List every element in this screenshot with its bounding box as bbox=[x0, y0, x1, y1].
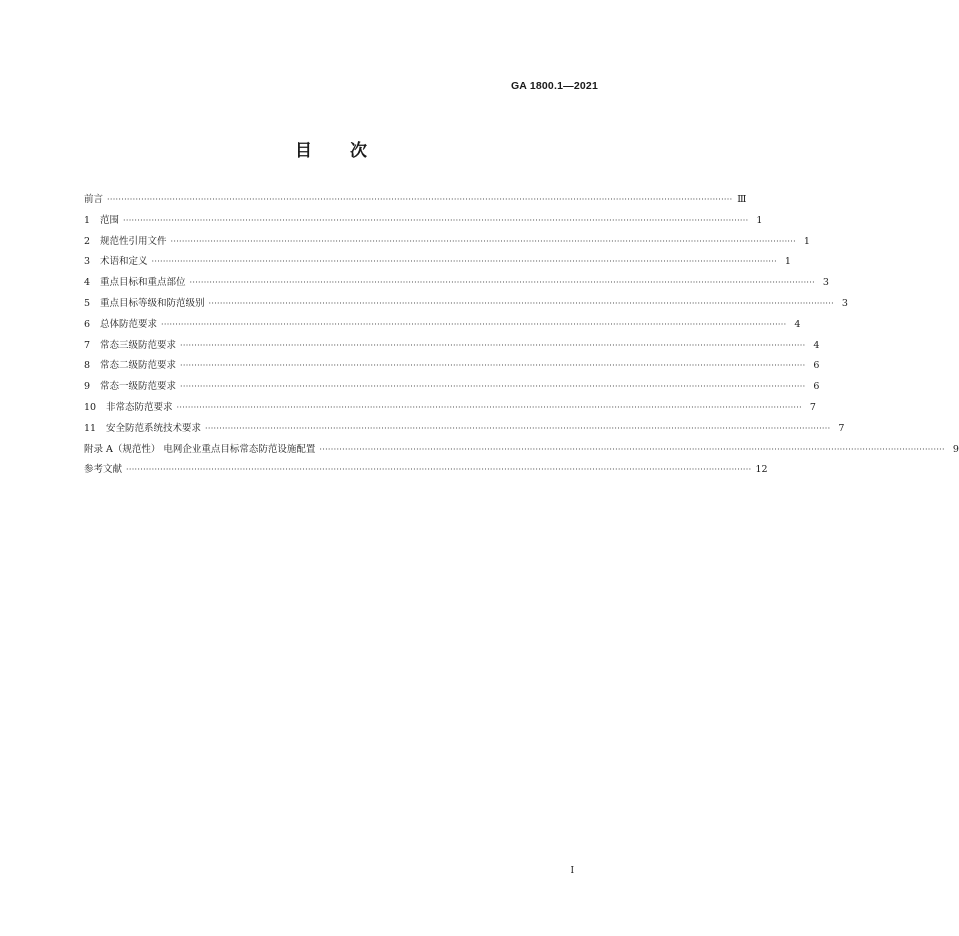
toc-entry-label bbox=[84, 378, 176, 392]
toc-leader-dots: ···························································································································································································································· bbox=[189, 278, 815, 288]
toc-leader-dots: ···························································································································································································································· bbox=[126, 465, 752, 475]
toc-entry-label bbox=[84, 441, 315, 455]
toc-entry-label bbox=[84, 461, 122, 475]
toc-entry[interactable] bbox=[84, 420, 845, 441]
toc-entry[interactable] bbox=[84, 295, 848, 316]
toc-entry-label bbox=[84, 357, 176, 371]
toc-leader-dots: ···························································································································································································································· bbox=[208, 298, 834, 308]
toc-title bbox=[0, 136, 662, 161]
toc-leader-dots: ···························································································································································································································· bbox=[151, 257, 777, 267]
toc-entry[interactable] bbox=[84, 316, 801, 337]
toc-entry[interactable] bbox=[84, 191, 747, 212]
toc-entry-title: 范围 bbox=[100, 214, 120, 226]
toc-entry-page: 6 bbox=[813, 381, 820, 393]
toc-title-char-2: 次 bbox=[350, 141, 367, 161]
toc-entry[interactable] bbox=[84, 253, 791, 274]
toc-entry[interactable] bbox=[84, 233, 810, 254]
toc-entry-title: 常态一级防范要求 bbox=[100, 381, 177, 393]
toc-entry-page: 7 bbox=[838, 422, 845, 434]
toc-entry-number: 5 bbox=[84, 297, 91, 309]
toc-leader-dots: ···························································································································································································································· bbox=[170, 236, 796, 246]
toc-entry-title: 附录 A（规范性） 电网企业重点目标常态防范设施配置 bbox=[84, 443, 316, 455]
toc-entry-label bbox=[84, 212, 119, 226]
toc-entry-title: 前言 bbox=[84, 194, 104, 205]
standard-number: GA 1800.1—2021 bbox=[510, 80, 598, 92]
footer-page-number: I bbox=[570, 866, 574, 876]
toc-entry[interactable] bbox=[84, 461, 768, 482]
toc-entry-title: 总体防范要求 bbox=[100, 318, 158, 330]
toc-entry-page: 6 bbox=[813, 360, 820, 372]
toc-entry[interactable] bbox=[84, 274, 829, 295]
toc-entry[interactable] bbox=[84, 357, 820, 378]
toc-entry-label bbox=[84, 274, 186, 288]
toc-entry-label bbox=[84, 233, 167, 247]
toc-leader-dots: ···························································································································································································································· bbox=[107, 195, 733, 204]
toc-entry-label bbox=[84, 316, 157, 330]
toc-entry-page: 1 bbox=[784, 256, 791, 268]
toc-entry-page: 1 bbox=[803, 235, 810, 247]
toc-leader-dots: ···························································································································································································································· bbox=[205, 423, 831, 433]
toc-list bbox=[84, 191, 959, 482]
toc-entry-title: 重点目标和重点部位 bbox=[100, 277, 186, 289]
toc-entry-title: 规范性引用文件 bbox=[100, 235, 167, 247]
toc-entry[interactable] bbox=[84, 337, 820, 358]
toc-entry-number: 7 bbox=[84, 339, 91, 351]
toc-entry[interactable] bbox=[84, 212, 763, 233]
toc-entry-title: 术语和定义 bbox=[100, 256, 148, 268]
toc-entry-page: 4 bbox=[813, 339, 820, 351]
toc-entry-title: 安全防范系统技术要求 bbox=[106, 422, 202, 434]
toc-leader-dots: ···························································································································································································································· bbox=[123, 215, 749, 225]
toc-leader-dots: ···························································································································································································································· bbox=[180, 361, 806, 371]
toc-entry-title: 参考文献 bbox=[84, 464, 123, 476]
toc-entry-title: 常态二级防范要求 bbox=[100, 360, 177, 372]
toc-entry[interactable] bbox=[84, 399, 816, 420]
toc-entry-page: Ⅲ bbox=[737, 194, 747, 205]
toc-entry-page: 3 bbox=[822, 277, 829, 289]
toc-leader-dots: ···························································································································································································································· bbox=[176, 402, 802, 412]
toc-leader-dots: ···························································································································································································································· bbox=[161, 319, 787, 329]
toc-leader-dots: ···························································································································································································································· bbox=[180, 382, 806, 392]
toc-entry-number: 2 bbox=[84, 235, 91, 247]
toc-entry-number: 3 bbox=[84, 256, 91, 268]
toc-title-char-1: 目 bbox=[295, 141, 312, 161]
toc-entry-label bbox=[84, 420, 201, 434]
toc-entry-page: 1 bbox=[756, 214, 763, 226]
toc-entry-number: 11 bbox=[84, 422, 97, 434]
toc-entry-number: 9 bbox=[84, 381, 91, 393]
toc-entry-label bbox=[84, 191, 103, 205]
toc-entry-number: 4 bbox=[84, 277, 91, 289]
toc-entry[interactable] bbox=[84, 378, 820, 399]
toc-leader-dots: ···························································································································································································································· bbox=[180, 340, 806, 350]
toc-entry-label bbox=[84, 399, 173, 413]
toc-entry-number: 8 bbox=[84, 360, 91, 372]
toc-entry-label bbox=[84, 253, 148, 267]
toc-entry-title: 非常态防范要求 bbox=[106, 401, 173, 413]
toc-entry-number: 10 bbox=[84, 401, 97, 413]
toc-entry-label bbox=[84, 295, 205, 309]
toc-entry-number: 1 bbox=[84, 214, 91, 226]
toc-entry-title: 重点目标等级和防范级别 bbox=[100, 297, 205, 309]
toc-entry-page: 12 bbox=[755, 464, 768, 476]
toc-entry-page: 3 bbox=[841, 297, 848, 309]
toc-entry[interactable] bbox=[84, 441, 959, 462]
toc-entry-number: 6 bbox=[84, 318, 91, 330]
toc-entry-page: 7 bbox=[809, 401, 816, 413]
toc-entry-label bbox=[84, 337, 176, 351]
toc-entry-title: 常态三级防范要求 bbox=[100, 339, 177, 351]
toc-leader-dots: ···························································································································································································································· bbox=[319, 444, 945, 454]
toc-entry-page: 4 bbox=[794, 318, 801, 330]
toc-entry-page: 9 bbox=[952, 443, 959, 455]
